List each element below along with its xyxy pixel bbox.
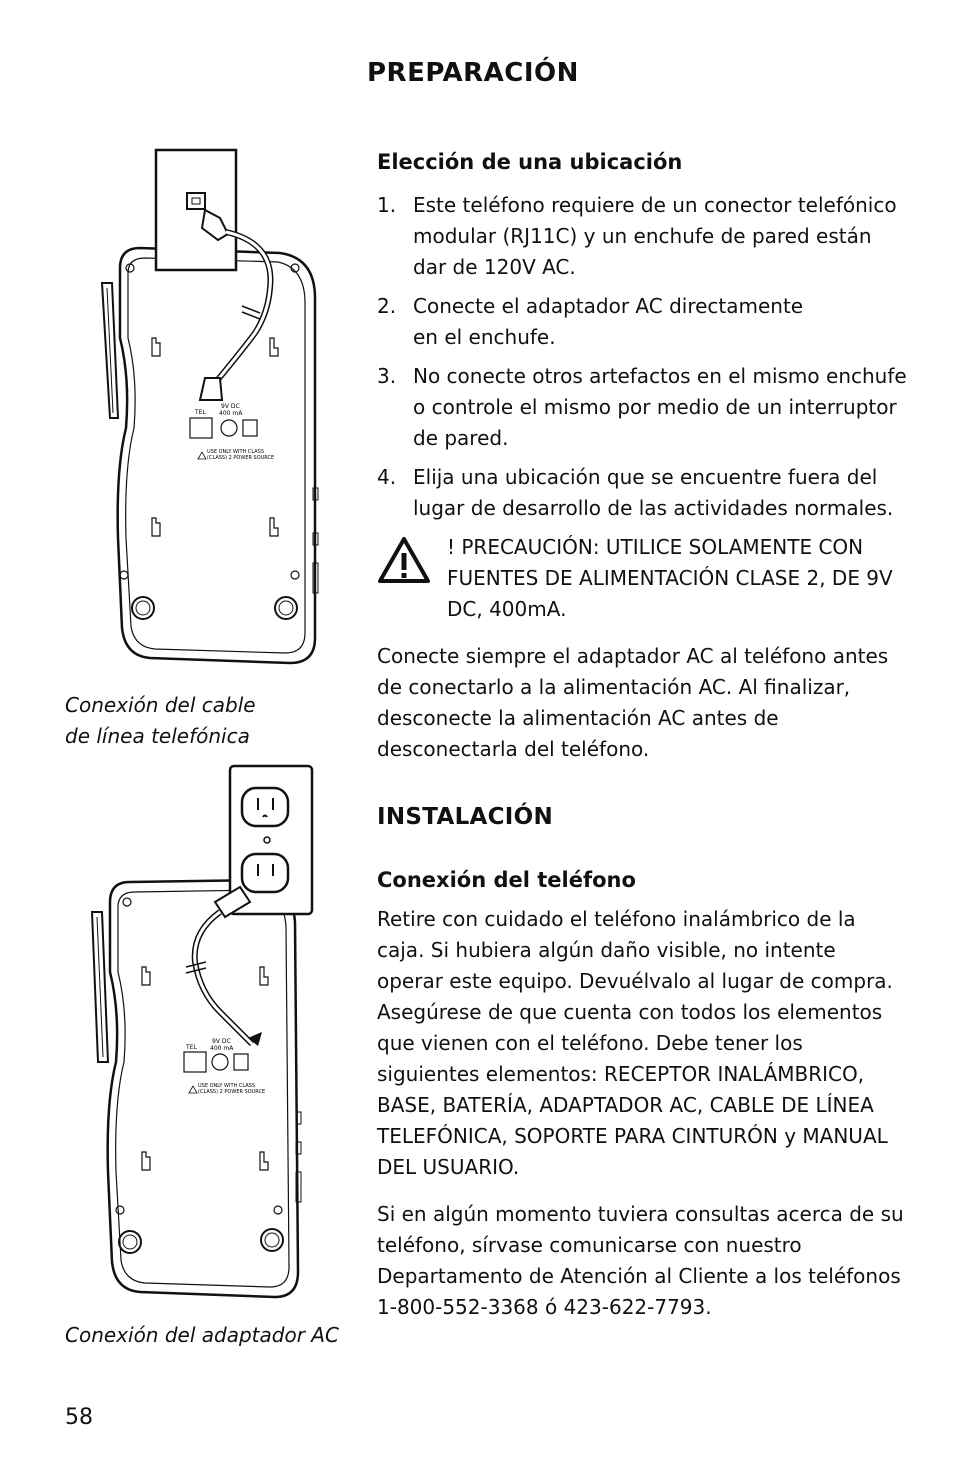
tel-label: TEL [195, 409, 206, 416]
step-text: Este teléfono requiere de un conector telefónico modular (RJ11C) y un enchufe de pared están dar de 120V AC. [413, 193, 897, 279]
class-warning-label: USE ONLY WITH CLASS [207, 449, 265, 455]
connect-paragraph: Conecte siempre el adaptador AC al teléfono antes de conectarlo a la alimentación AC. Al finalizar, desconecte la alimentación AC antes de desconectarla del teléfono. [377, 644, 889, 761]
step-number: 2. [377, 294, 397, 318]
list-item [377, 190, 907, 283]
step-number: 3. [377, 364, 397, 388]
location-section [377, 148, 907, 765]
phone-line-figure [90, 138, 330, 668]
caution-block [377, 532, 907, 625]
step-text: No conecte otros artefactos en el mismo enchufe o controle el mismo por medio de un interruptor de pared. [413, 364, 907, 450]
figure-2-caption: Conexión del adaptador AC [65, 1323, 339, 1347]
warning-triangle-icon [377, 536, 431, 584]
list-item [377, 291, 907, 353]
ma-label-2: 400 mA [210, 1045, 234, 1052]
install-paragraph-1: Retire con cuidado el teléfono inalámbrico de la caja. Si hubiera algún daño visible, no intente operar este equipo. Devuélvalo al lugar de compra. Asegúrese de que cuenta con todos los elementos que vienen con el teléfono. Debe tener los siguientes elementos: RECEPTOR INALÁMBRICO, BASE, BATERÍA, ADAPTADOR AC, CABLE DE LÍNEA TELEFÓNICA, SOPORTE PARA CINTURÓN y MANUAL DEL USUARIO. [377, 907, 893, 1179]
class-warning-label-2: (CLASS) 2 POWER SOURCE [207, 455, 275, 461]
class-warning-label-3: USE ONLY WITH CLASS [198, 1083, 256, 1089]
install-section [377, 802, 907, 1323]
ac-adapter-figure [80, 762, 325, 1302]
step-number: 1. [377, 193, 397, 217]
tel-label-2: TEL [186, 1044, 197, 1051]
page-number: 58 [65, 1405, 93, 1430]
install-heading: INSTALACIÓN [377, 804, 554, 830]
dc-label-2: 9V DC [212, 1038, 231, 1045]
class-warning-label-4: (CLASS) 2 POWER SOURCE [198, 1089, 266, 1095]
list-item [377, 361, 907, 454]
caution-text: ! PRECAUCIÓN: UTILICE SOLAMENTE CON FUENTES DE ALIMENTACIÓN CLASE 2, DE 9V DC, 400mA. [447, 535, 893, 621]
figure-1-caption: Conexión del cable de línea telefónica [65, 693, 256, 748]
page-title: PREPARACIÓN [367, 58, 579, 88]
location-heading: Elección de una ubicación [377, 150, 683, 174]
step-text: Elija una ubicación que se encuentre fuera del lugar de desarrollo de las actividades normales. [413, 465, 894, 520]
dc-label: 9V DC [221, 403, 240, 410]
list-item [377, 462, 907, 524]
steps-list [377, 190, 907, 524]
step-number: 4. [377, 465, 397, 489]
install-paragraph-2: Si en algún momento tuviera consultas acerca de su teléfono, sírvase comunicarse con nuestro Departamento de Atención al Cliente a los teléfonos 1-800-552-3368 ó 423-622-7793. [377, 1202, 904, 1319]
phone-connection-heading: Conexión del teléfono [377, 868, 636, 892]
step-text: Conecte el adaptador AC directamente en el enchufe. [413, 294, 804, 349]
ma-label: 400 mA [219, 410, 243, 417]
